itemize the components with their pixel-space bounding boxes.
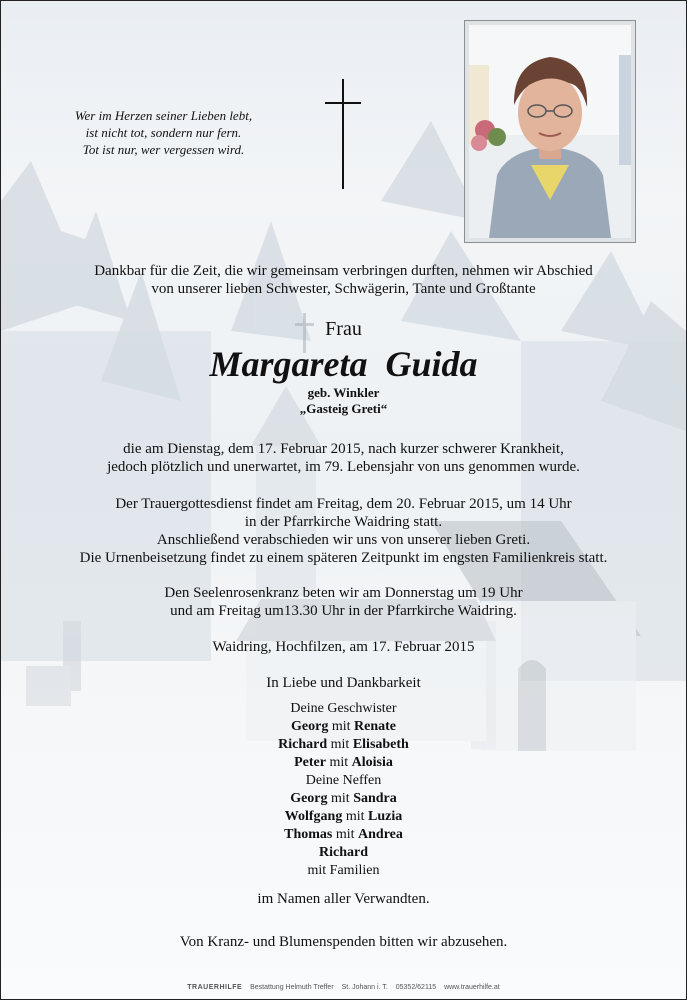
family-list	[1, 700, 686, 880]
closing-line: In Liebe und Dankbarkeit	[266, 675, 421, 691]
partner-name: Luzia	[368, 809, 403, 824]
family-entry	[1, 826, 686, 844]
connector: mit	[331, 791, 350, 806]
relative-name: Richard	[319, 845, 368, 860]
family-entry	[1, 718, 686, 736]
service-paragraph	[1, 495, 686, 567]
salutation: Frau	[325, 318, 362, 340]
intro-text	[1, 262, 686, 298]
footer-phone: 05352/62115	[395, 984, 437, 991]
relative-name: Thomas	[284, 827, 333, 842]
footer-web: www.trauerhilfe.at	[444, 984, 500, 991]
rosary-paragraph	[1, 584, 686, 620]
relative-name: Richard	[278, 737, 328, 752]
nickname: „Gasteig Greti“	[299, 401, 388, 416]
partner-name: Andrea	[358, 827, 403, 842]
footer-brand: TRAUERHILFE	[187, 984, 243, 991]
families-line: mit Familien	[307, 863, 380, 878]
family-entry	[1, 808, 686, 826]
intro-line: von unserer lieben Schwester, Schwägerin, Tante und Großtante	[151, 281, 536, 297]
partner-name: Renate	[354, 719, 396, 734]
partner-name: Sandra	[353, 791, 397, 806]
connector: mit	[330, 737, 350, 752]
quote-line: ist nicht tot, sondern nur fern.	[85, 125, 242, 140]
relative-name: Wolfgang	[284, 809, 343, 824]
family-entry	[1, 790, 686, 808]
paragraph-line: und am Freitag um13.30 Uhr in der Pfarrkirche Waidring.	[170, 603, 517, 619]
paragraph-line: Anschließend verabschieden wir uns von unserer lieben Greti.	[156, 532, 531, 548]
cross-icon	[325, 79, 361, 189]
footer-town: St. Johann i. T.	[341, 984, 388, 991]
connector: mit	[345, 809, 365, 824]
portrait-photo	[464, 20, 636, 243]
death-paragraph	[1, 440, 686, 476]
siblings-heading: Deine Geschwister	[290, 701, 397, 716]
birth-names	[1, 385, 686, 417]
connector: mit	[331, 719, 351, 734]
memorial-quote	[41, 107, 286, 158]
paragraph-line: Den Seelenrosenkranz beten wir am Donnerstag um 19 Uhr	[164, 585, 523, 601]
paragraph-line: Der Trauergottesdienst findet am Freitag, dem 20. Februar 2015, um 14 Uhr	[115, 496, 572, 512]
footer-business: Bestattung Helmuth Treffer	[250, 984, 334, 991]
connector: mit	[329, 755, 349, 770]
deceased-name: Margareta Guida	[209, 344, 478, 384]
family-entry	[1, 736, 686, 754]
relative-name: Georg	[291, 719, 329, 734]
relatives-line: im Namen aller Verwandten.	[257, 891, 430, 907]
partner-name: Elisabeth	[352, 737, 409, 752]
paragraph-line: in der Pfarrkirche Waidring statt.	[244, 514, 443, 530]
connector: mit	[335, 827, 355, 842]
quote-line: Tot ist nur, wer vergessen wird.	[82, 142, 245, 157]
birth-name: geb. Winkler	[307, 385, 380, 400]
nephews-heading: Deine Neffen	[305, 773, 382, 788]
flowers-note: Von Kranz- und Blumenspenden bitten wir abzusehen.	[179, 934, 508, 950]
place-date: Waidring, Hochfilzen, am 17. Februar 2015	[212, 639, 475, 655]
paragraph-line: Die Urnenbeisetzung findet zu einem späteren Zeitpunkt im engsten Familienkreis statt.	[79, 550, 608, 566]
paragraph-line: die am Dienstag, dem 17. Februar 2015, nach kurzer schwerer Krankheit,	[123, 441, 564, 457]
intro-line: Dankbar für die Zeit, die wir gemeinsam verbringen durften, nehmen wir Abschied	[94, 263, 593, 279]
relative-name: Peter	[294, 755, 326, 770]
quote-line: Wer im Herzen seiner Lieben lebt,	[74, 108, 253, 123]
funeral-home-footer	[1, 984, 686, 991]
family-entry	[1, 754, 686, 772]
relative-name: Georg	[290, 791, 328, 806]
paragraph-line: jedoch plötzlich und unerwartet, im 79. Lebensjahr von uns genommen wurde.	[107, 459, 580, 475]
partner-name: Aloisia	[351, 755, 393, 770]
